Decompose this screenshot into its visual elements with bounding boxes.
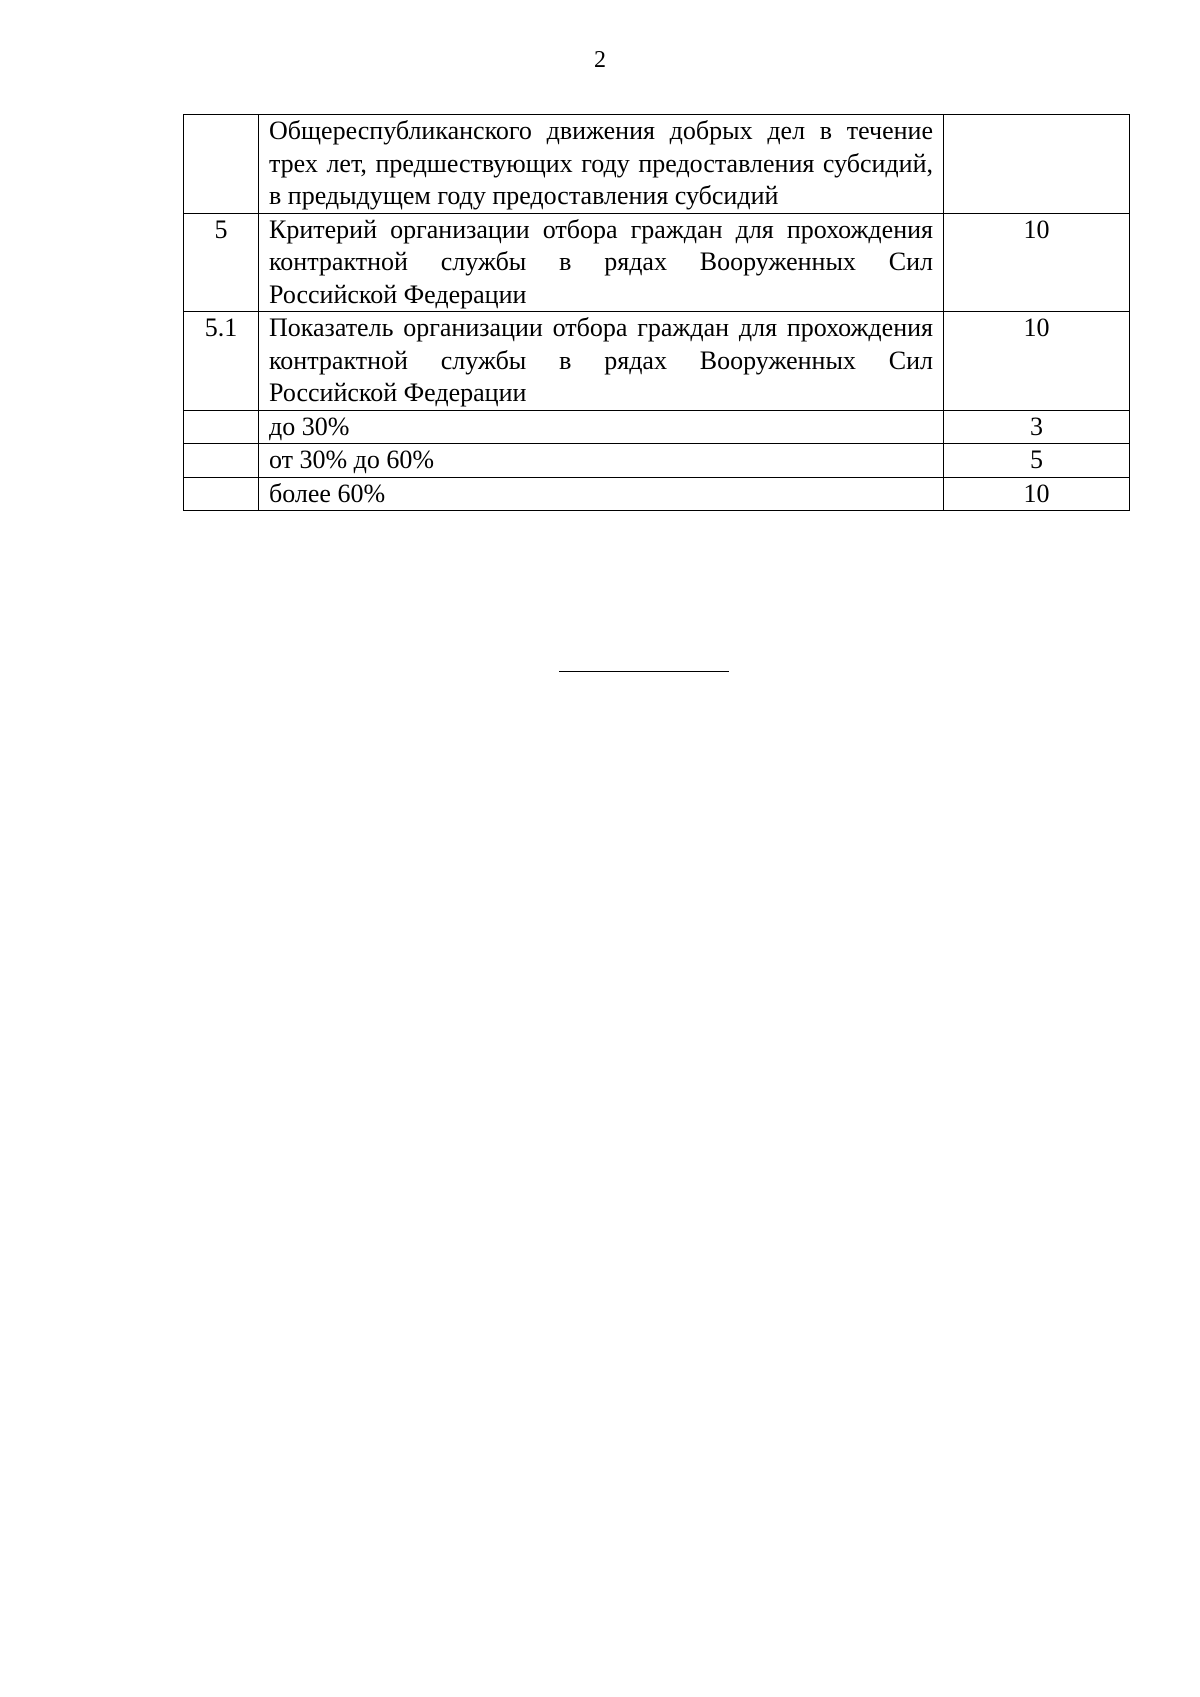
row-number-cell xyxy=(184,477,259,511)
row-score-cell xyxy=(944,115,1130,214)
row-text-cell: более 60% xyxy=(259,477,944,511)
row-number-cell: 5 xyxy=(184,213,259,312)
table-row xyxy=(184,477,1130,511)
row-text-cell: Показатель организации отбора граждан для прохождения контрактной службы в рядах Вооруженных Сил Российской Федерации xyxy=(259,312,944,411)
row-score-cell: 10 xyxy=(944,477,1130,511)
row-score-cell: 10 xyxy=(944,213,1130,312)
row-number-cell xyxy=(184,115,259,214)
row-text-cell: до 30% xyxy=(259,410,944,444)
row-number-cell xyxy=(184,410,259,444)
row-score-cell: 5 xyxy=(944,444,1130,478)
row-score-cell: 3 xyxy=(944,410,1130,444)
table-row xyxy=(184,444,1130,478)
table-row xyxy=(184,115,1130,214)
end-separator-line xyxy=(559,671,729,672)
row-text-cell: Общереспубликанского движения добрых дел в течение трех лет, предшествующих году предоставления субсидий, в предыдущем году предоставления субсидий xyxy=(259,115,944,214)
table-row xyxy=(184,312,1130,411)
row-text-cell: от 30% до 60% xyxy=(259,444,944,478)
row-number-cell xyxy=(184,444,259,478)
row-score-cell: 10 xyxy=(944,312,1130,411)
table-row xyxy=(184,410,1130,444)
page-number: 2 xyxy=(594,47,606,73)
table-row xyxy=(184,213,1130,312)
criteria-table xyxy=(183,114,1130,511)
row-text-cell: Критерий организации отбора граждан для прохождения контрактной службы в рядах Вооруженных Сил Российской Федерации xyxy=(259,213,944,312)
row-number-cell: 5.1 xyxy=(184,312,259,411)
